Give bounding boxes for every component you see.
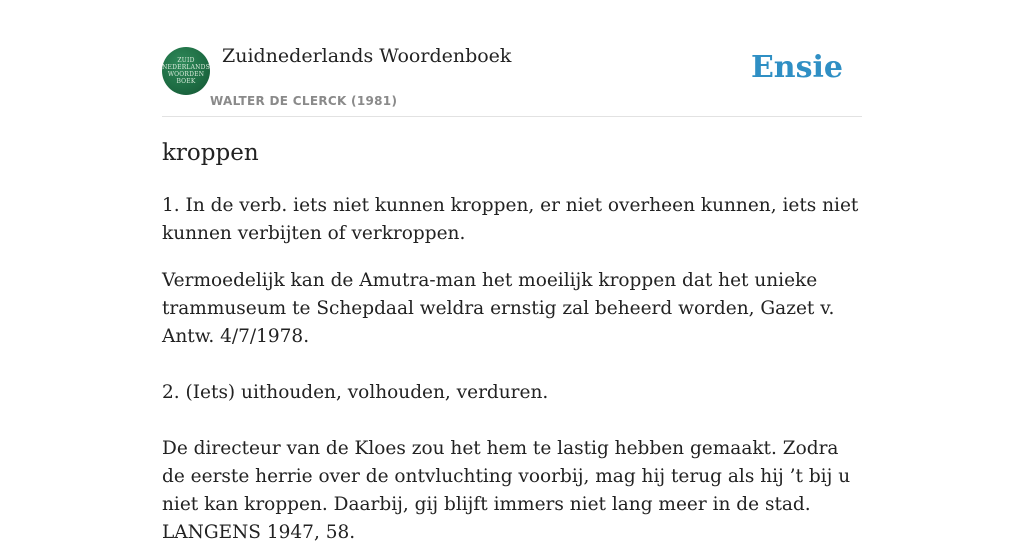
logo-line: ZUID — [177, 57, 195, 64]
logo-line: WOORDEN — [167, 71, 205, 78]
dictionary-logo[interactable] — [162, 47, 210, 95]
entry-headword: kroppen — [162, 140, 259, 166]
dictionary-title[interactable]: Zuidnederlands Woordenboek — [222, 45, 512, 67]
logo-line: BOEK — [176, 78, 196, 85]
page — [162, 0, 862, 543]
logo-lettering — [162, 47, 210, 95]
ensie-brand-link[interactable]: Ensie — [750, 50, 843, 85]
example-1: Vermoedelijk kan de Amutra-man het moeilijk kroppen dat het unieke trammuseum te Schepdaal weldra ernstig zal beheerd worden, Gazet v. Antw. 4/7/1978. — [162, 270, 835, 347]
example-2: De directeur van de Kloes zou het hem te lastig hebben gemaakt. Zodra de eerste herrie over de ontvluchting voorbij, mag hij terug als hij ’t bij u niet kan kroppen. Daarbij, gij blijft immers niet lang meer in de stad. LANGENS 1947, 58. — [162, 438, 851, 543]
definition-2: 2. (Iets) uithouden, volhouden, verduren. — [162, 382, 549, 403]
logo-line: NEDERLANDS — [162, 64, 210, 71]
dictionary-author: WALTER DE CLERCK (1981) — [210, 94, 398, 108]
header — [162, 0, 862, 117]
definition-1: 1. In de verb. iets niet kunnen kroppen, er niet overheen kunnen, iets niet kunnen verbijten of verkroppen. — [162, 195, 859, 244]
